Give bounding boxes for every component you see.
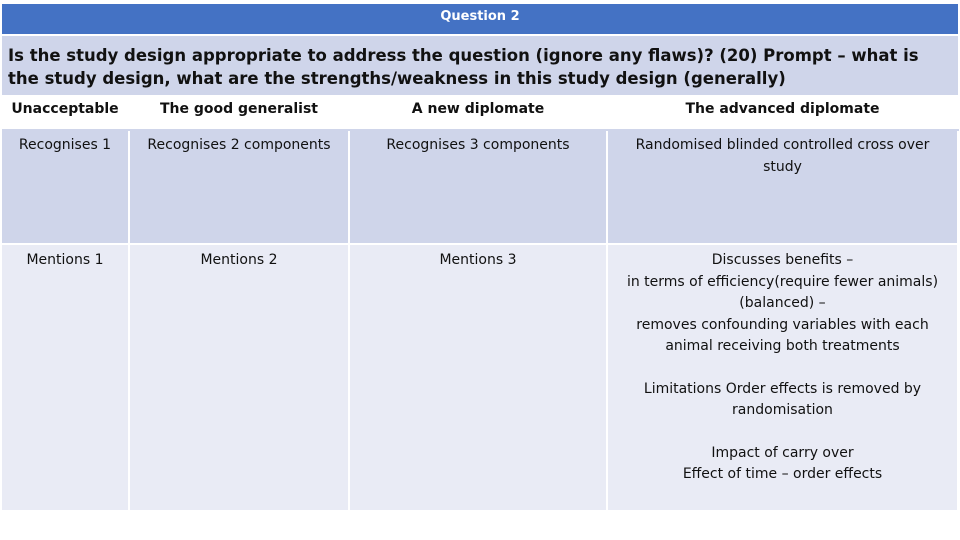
cell-mentions-3: Mentions 3 [349, 244, 607, 511]
rubric-table [2, 95, 959, 512]
time-effect-text: Effect of time – order effects [682, 466, 883, 482]
cell-mentions-2: Mentions 2 [129, 244, 349, 511]
header-advanced-diplomate: The advanced diplomate [607, 95, 958, 130]
benefits-efficiency: in terms of efficiency(require fewer animals) [626, 273, 939, 290]
header-unacceptable: Unacceptable [2, 95, 129, 130]
header-new-diplomate: A new diplomate [349, 95, 607, 130]
question-prompt-row [2, 36, 958, 97]
benefits-heading: Discusses benefits – [711, 252, 854, 268]
cell-advanced-details [607, 244, 958, 511]
cell-recognises-1: Recognises 1 [2, 130, 129, 244]
cell-mentions-1: Mentions 1 [2, 244, 129, 511]
header-good-generalist: The good generalist [129, 95, 349, 130]
cell-recognises-3: Recognises 3 components [349, 130, 607, 244]
benefits-balanced: (balanced) – [739, 295, 826, 311]
table-row [2, 130, 958, 244]
rubric-header-row [2, 95, 958, 130]
limitations-text: Limitations Order effects is removed by randomisation [643, 380, 922, 418]
benefits-confounding: removes confounding variables with each animal receiving both treatments [636, 316, 929, 354]
cell-study-design: Randomised blinded controlled cross over study [607, 130, 958, 244]
cell-recognises-2: Recognises 2 components [129, 130, 349, 244]
question-title: Question 2 [2, 4, 958, 36]
table-row [2, 244, 958, 511]
question-prompt-text: Is the study design appropriate to address the question (ignore any flaws)? (20) Prompt – what is the study design, what are the strengths/weakness in this study design (generally) [8, 46, 919, 88]
carry-over-text: Impact of carry over [711, 444, 854, 461]
